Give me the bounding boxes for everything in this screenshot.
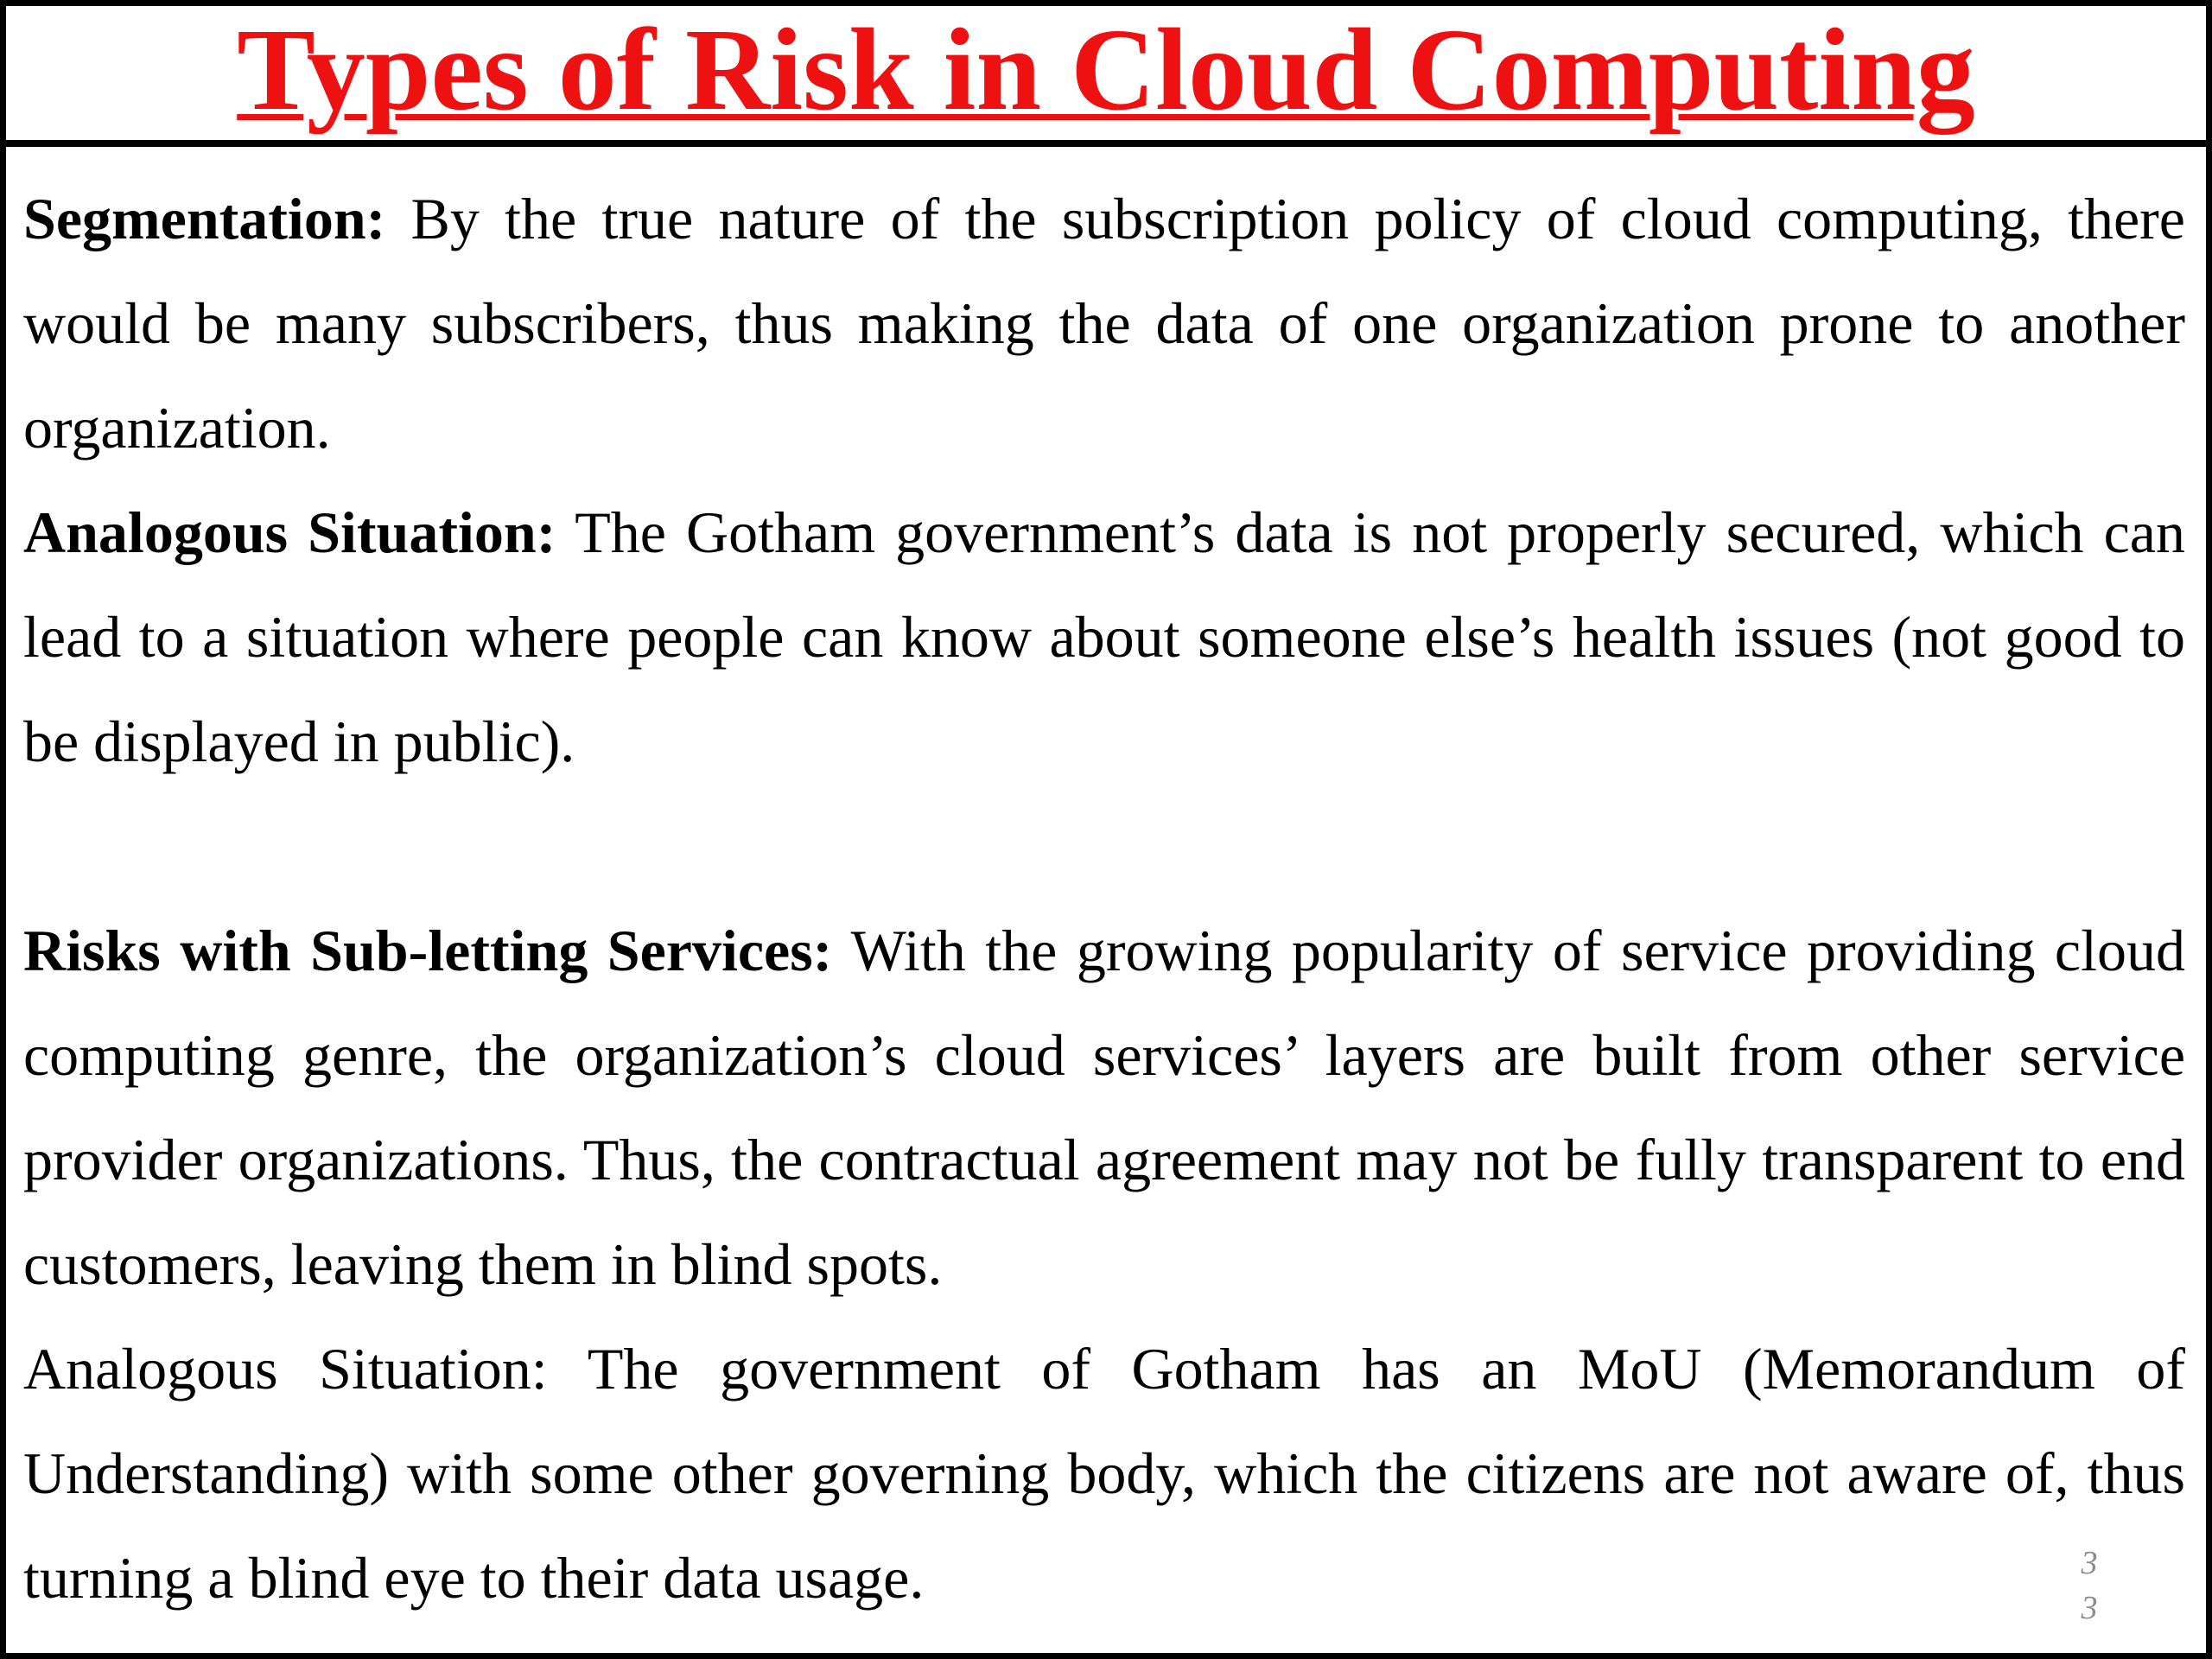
slide-title-text: Types of Risk in Cloud Computing [237, 5, 1975, 135]
paragraph-segmentation [23, 167, 2185, 480]
paragraph-label: Risks with Sub-letting Services: [23, 918, 833, 983]
paragraph-spacer [23, 794, 2185, 899]
paragraph-analogous-situation-2 [23, 1317, 2185, 1630]
slide-title [6, 6, 2206, 134]
paragraph-sub-letting-risks [23, 899, 2185, 1317]
paragraph-text: With the growing popularity of service providing cloud computing genre, the organization’s cloud services’ layers are built from other service provider organizations. Thus, the contractual agreement may not be fully transparent to end customers, leaving them in blind spots. [23, 918, 2185, 1297]
page-number: 33 [2081, 1545, 2098, 1626]
paragraph-text: By the true nature of the subscription policy of cloud computing, there would be many subscribers, thus making the data of one organization prone to another organization. [23, 186, 2185, 461]
title-bar [6, 6, 2206, 147]
paragraph-analogous-situation-1 [23, 480, 2185, 794]
paragraph-text: The Gotham government’s data is not properly secured, which can lead to a situation where people can know about someone else’s health issues (not good to be displayed in public). [23, 499, 2185, 774]
paragraph-label: Segmentation: [23, 186, 386, 251]
paragraph-text: Analogous Situation: The government of Gotham has an MoU (Memorandum of Understanding) with some other governing body, which the citizens are not aware of, thus turning a blind eye to their data usage. [23, 1336, 2185, 1611]
slide-content [23, 167, 2185, 1630]
paragraph-label: Analogous Situation: [23, 499, 556, 565]
